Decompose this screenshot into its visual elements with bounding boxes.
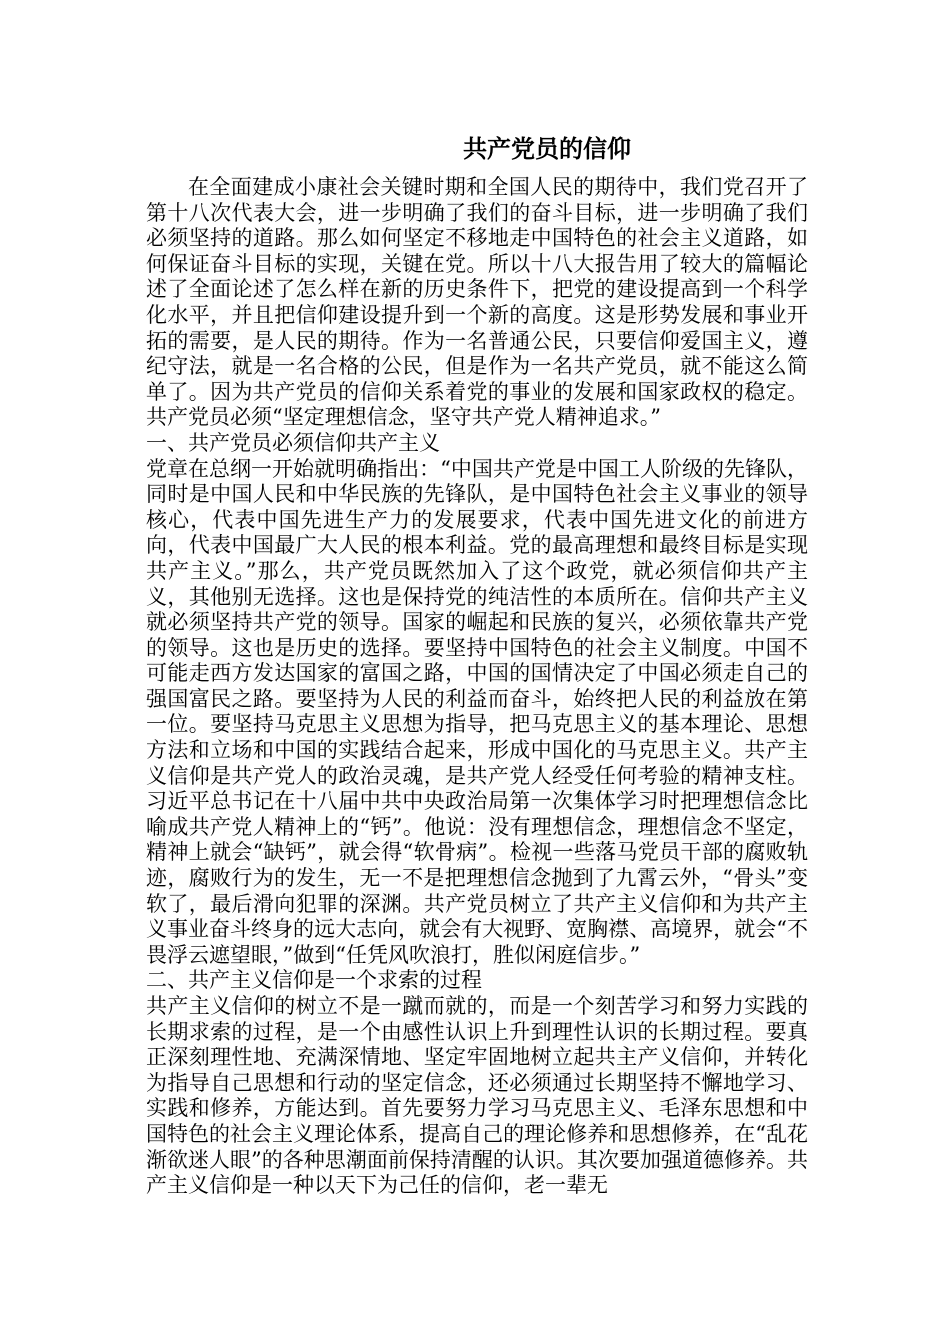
document-page (146, 132, 808, 1199)
intro-paragraph: 在全面建成小康社会关键时期和全国人民的期待中，我们党召开了第十八次代表大会，进一步明确了我们的奋斗目标，进一步明确了我们必须坚持的道路。那么如何坚定不移地走中国特色的社会主义道路，如何保证奋斗目标的实现，关键在党。所以十八大报告用了较大的篇幅论述了全面论述了怎么样在新的历史条件下，把党的建设提高到一个科学化水平，并且把信仰建设提升到一个新的高度。这是形势发展和事业开拓的需要，是人民的期待。作为一名普通公民，只要信仰爱国主义，遵纪守法，就是一名合格的公民，但是作为一名共产党员，就不能这么简单了。因为共产党员的信仰关系着党的事业的发展和国家政权的稳定。共产党员必须“坚定理想信念，坚守共产党人精神追求。” (146, 175, 808, 430)
section-1-paragraph: 党章在总纲一开始就明确指出：“中国共产党是中国工人阶级的先锋队，同时是中国人民和中华民族的先锋队，是中国特色社会主义事业的领导核心，代表中国先进生产力的发展要求，代表中国先进文化的前进方向，代表中国最广大人民的根本利益。党的最高理想和最终目标是实现共产主义。”那么，共产党员既然加入了这个政党，就必须信仰共产主义，其他别无选择。这也是保持党的纯洁性的本质所在。信仰共产主义就必须坚持共产党的领导。国家的崛起和民族的复兴，必须依靠共产党的领导。这也是历史的选择。要坚持中国特色的社会主义制度。中国不可能走西方发达国家的富国之路，中国的国情决定了中国必须走自己的强国富民之路。要坚持为人民的利益而奋斗，始终把人民的利益放在第一位。要坚持马克思主义思想为指导，把马克思主义的基本理论、思想方法和立场和中国的实践结合起来，形成中国化的马克思主义。共产主义信仰是共产党人的政治灵魂，是共产党人经受任何考验的精神支柱。习近平总书记在十八届中共中央政治局第一次集体学习时把理想信念比喻成共产党人精神上的“钙”。他说：没有理想信念，理想信念不坚定，精神上就会“缺钙”，就会得“软骨病”。检视一些落马党员干部的腐败轨迹，腐败行为的发生，无一不是把理想信念抛到了九霄云外，“骨头”变软了，最后滑向犯罪的深渊。共产党员树立了共产主义信仰和为共产主义事业奋斗终身的远大志向，就会有大视野、宽胸襟、高境界，就会“不畏浮云遮望眼，”做到“任凭风吹浪打，胜似闲庭信步。” (146, 456, 808, 967)
section-heading-2: 二、共产主义信仰是一个求索的过程 (146, 968, 482, 993)
section-heading-1: 一、共产党员必须信仰共产主义 (146, 430, 440, 455)
document-title: 共产党员的信仰 (463, 135, 631, 163)
section-2-paragraph: 共产主义信仰的树立不是一蹴而就的，而是一个刻苦学习和努力实践的长期求索的过程，是一个由感性认识上升到理性认识的长期过程。要真正深刻理性地、充满深情地、坚定牢固地树立起共主产义信仰，并转化为指导自己思想和行动的坚定信念，还必须通过长期坚持不懈地学习、实践和修养，方能达到。首先要努力学习马克思主义、毛泽东思想和中国特色的社会主义理论体系，提高自己的理论修养和思想修养，在“乱花渐欲迷人眼”的各种思潮面前保持清醒的认识。其次要加强道德修养。共产主义信仰是一种以天下为己任的信仰，老一辈无 (146, 994, 808, 1198)
